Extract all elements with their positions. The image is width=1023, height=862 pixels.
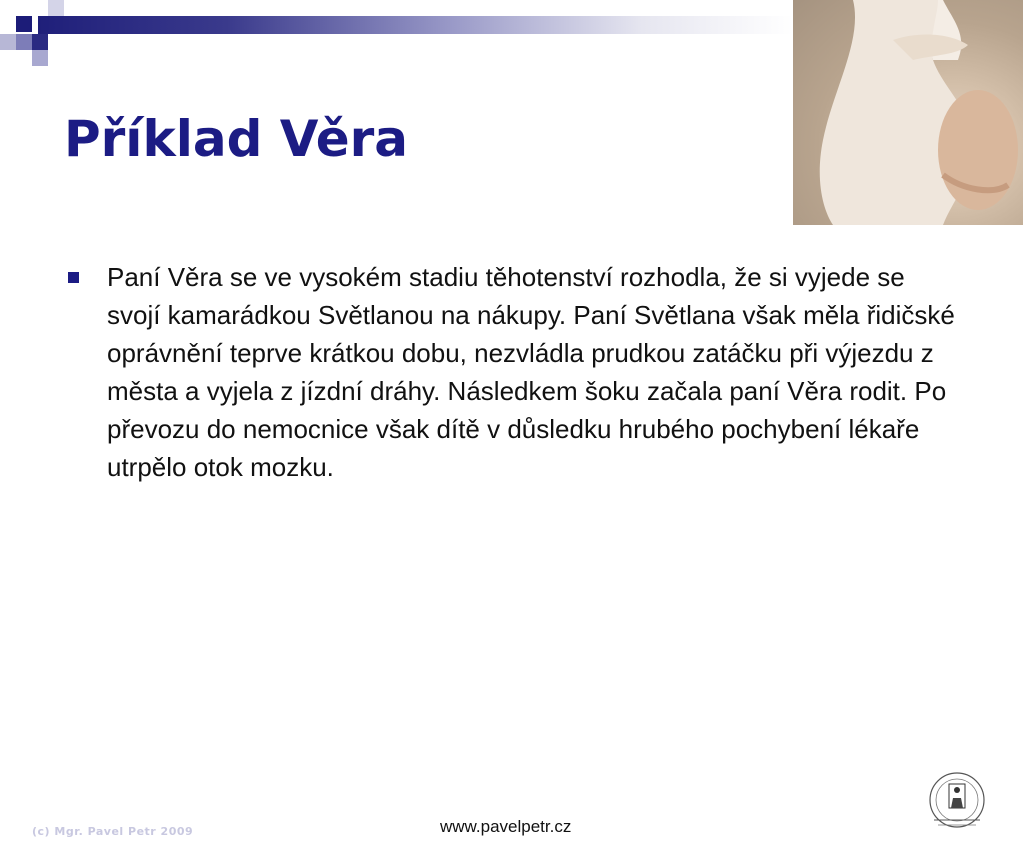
slide-title: Příklad Věra xyxy=(64,110,409,168)
decor-square xyxy=(32,50,48,66)
bullet-list xyxy=(64,258,964,486)
pregnant-woman-photo xyxy=(793,0,1023,225)
decor-gradient-bar xyxy=(38,16,793,34)
decor-square xyxy=(32,34,48,50)
university-seal-logo-icon xyxy=(922,770,992,832)
bullet-text: Paní Věra se ve vysokém stadiu těhotenství rozhodla, že si vyjede se svojí kamarádkou Světlanou na nákupy. Paní Světlana však měla řidičské oprávnění teprve krátkou dobu, nezvládla prudkou zatáčku při výjezdu z města a vyjela z jízdní dráhy. Následkem šoku začala paní Věra rodit. Po převozu do nemocnice však dítě v důsledku hrubého pochybení lékaře utrpělo otok mozku. xyxy=(107,262,955,482)
decor-square xyxy=(48,0,64,16)
footer-copyright: (c) Mgr. Pavel Petr 2009 xyxy=(32,825,194,838)
decor-square xyxy=(16,16,32,32)
decor-square xyxy=(16,34,32,50)
footer-url: www.pavelpetr.cz xyxy=(440,817,572,836)
bullet-item xyxy=(64,258,964,486)
square-bullet-icon xyxy=(68,272,79,283)
decor-square xyxy=(0,34,16,50)
